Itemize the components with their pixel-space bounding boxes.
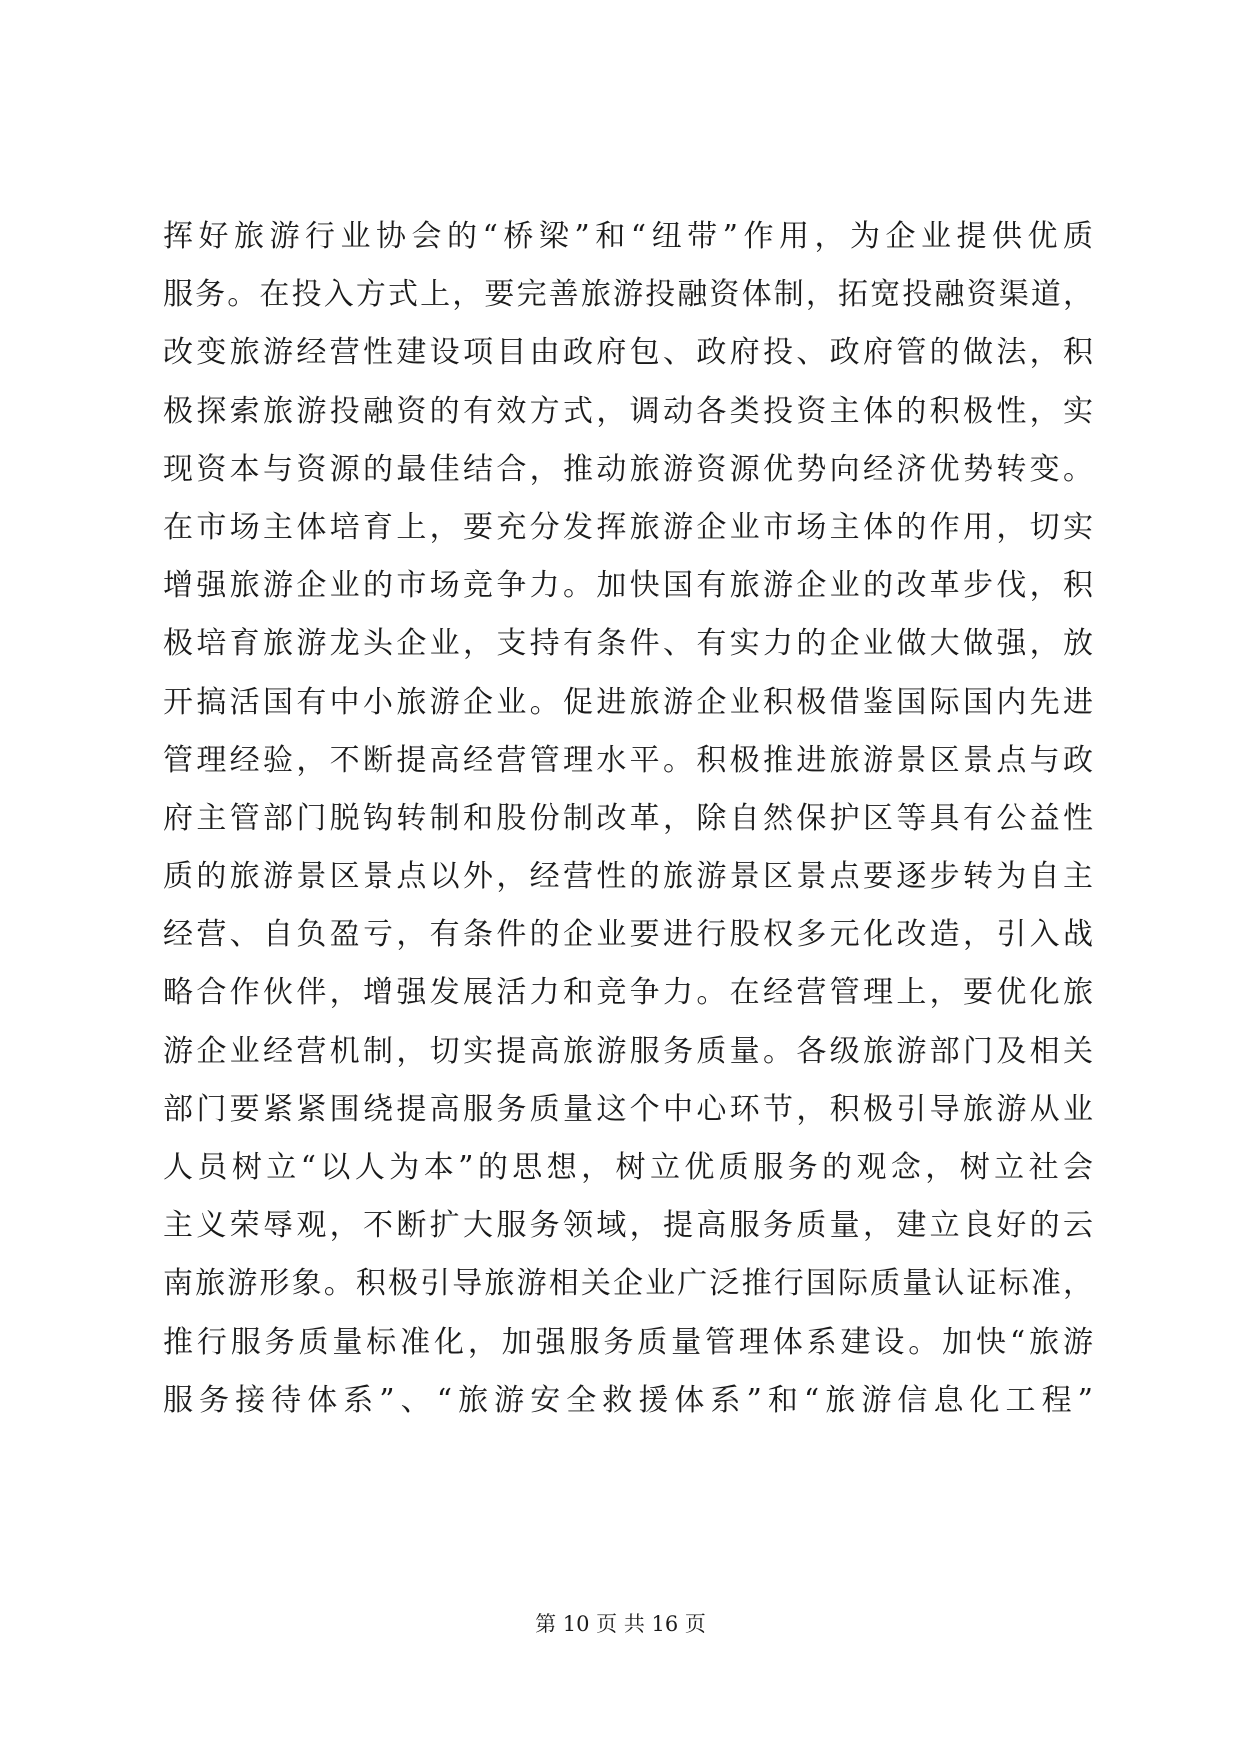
text-line: 主义荣辱观，不断扩大服务领域，提高服务质量，建立良好的云 xyxy=(163,1208,1093,1244)
text-line: 府主管部门脱钩转制和股份制改革，除自然保护区等具有公益性 xyxy=(163,800,1093,836)
text-line: 极探索旅游投融资的有效方式，调动各类投资主体的积极性，实 xyxy=(163,393,1093,429)
text-line: 经营、自负盈亏，有条件的企业要进行股权多元化改造，引入战 xyxy=(163,917,1093,953)
text-line: 推行服务质量标准化，加强服务质量管理体系建设。加快“旅游 xyxy=(163,1324,1093,1360)
text-line: 开搞活国有中小旅游企业。促进旅游企业积极借鉴国际国内先进 xyxy=(163,684,1093,720)
text-line: 增强旅游企业的市场竞争力。加快国有旅游企业的改革步伐，积 xyxy=(163,568,1093,604)
page-footer: 第 10 页 共 16 页 xyxy=(535,1612,706,1636)
text-line: 服务。在投入方式上，要完善旅游投融资体制，拓宽投融资渠道， xyxy=(163,277,1093,313)
text-line: 部门要紧紧围绕提高服务质量这个中心环节，积极引导旅游从业 xyxy=(163,1091,1093,1127)
text-line: 南旅游形象。积极引导旅游相关企业广泛推行国际质量认证标准， xyxy=(163,1266,1093,1302)
text-line: 现资本与资源的最佳结合，推动旅游资源优势向经济优势转变。 xyxy=(163,451,1093,487)
text-line: 略合作伙伴，增强发展活力和竞争力。在经营管理上，要优化旅 xyxy=(163,975,1093,1011)
text-line: 管理经验，不断提高经营管理水平。积极推进旅游景区景点与政 xyxy=(163,742,1093,778)
text-line: 改变旅游经营性建设项目由政府包、政府投、政府管的做法，积 xyxy=(163,335,1093,371)
text-line: 挥好旅游行业协会的“桥梁”和“纽带”作用，为企业提供优质 xyxy=(163,219,1093,254)
text-line: 质的旅游景区景点以外，经营性的旅游景区景点要逐步转为自主 xyxy=(163,859,1093,895)
text-line: 在市场主体培育上，要充分发挥旅游企业市场主体的作用，切实 xyxy=(163,509,1093,545)
text-line: 极培育旅游龙头企业，支持有条件、有实力的企业做大做强，放 xyxy=(163,626,1093,662)
text-line: 游企业经营机制，切实提高旅游服务质量。各级旅游部门及相关 xyxy=(163,1033,1093,1069)
body-paragraph xyxy=(163,208,1093,1430)
text-line: 服务接待体系”、“旅游安全救援体系”和“旅游信息化工程” xyxy=(163,1382,1093,1418)
text-line: 人员树立“以人为本”的思想，树立优质服务的观念，树立社会 xyxy=(163,1150,1093,1185)
